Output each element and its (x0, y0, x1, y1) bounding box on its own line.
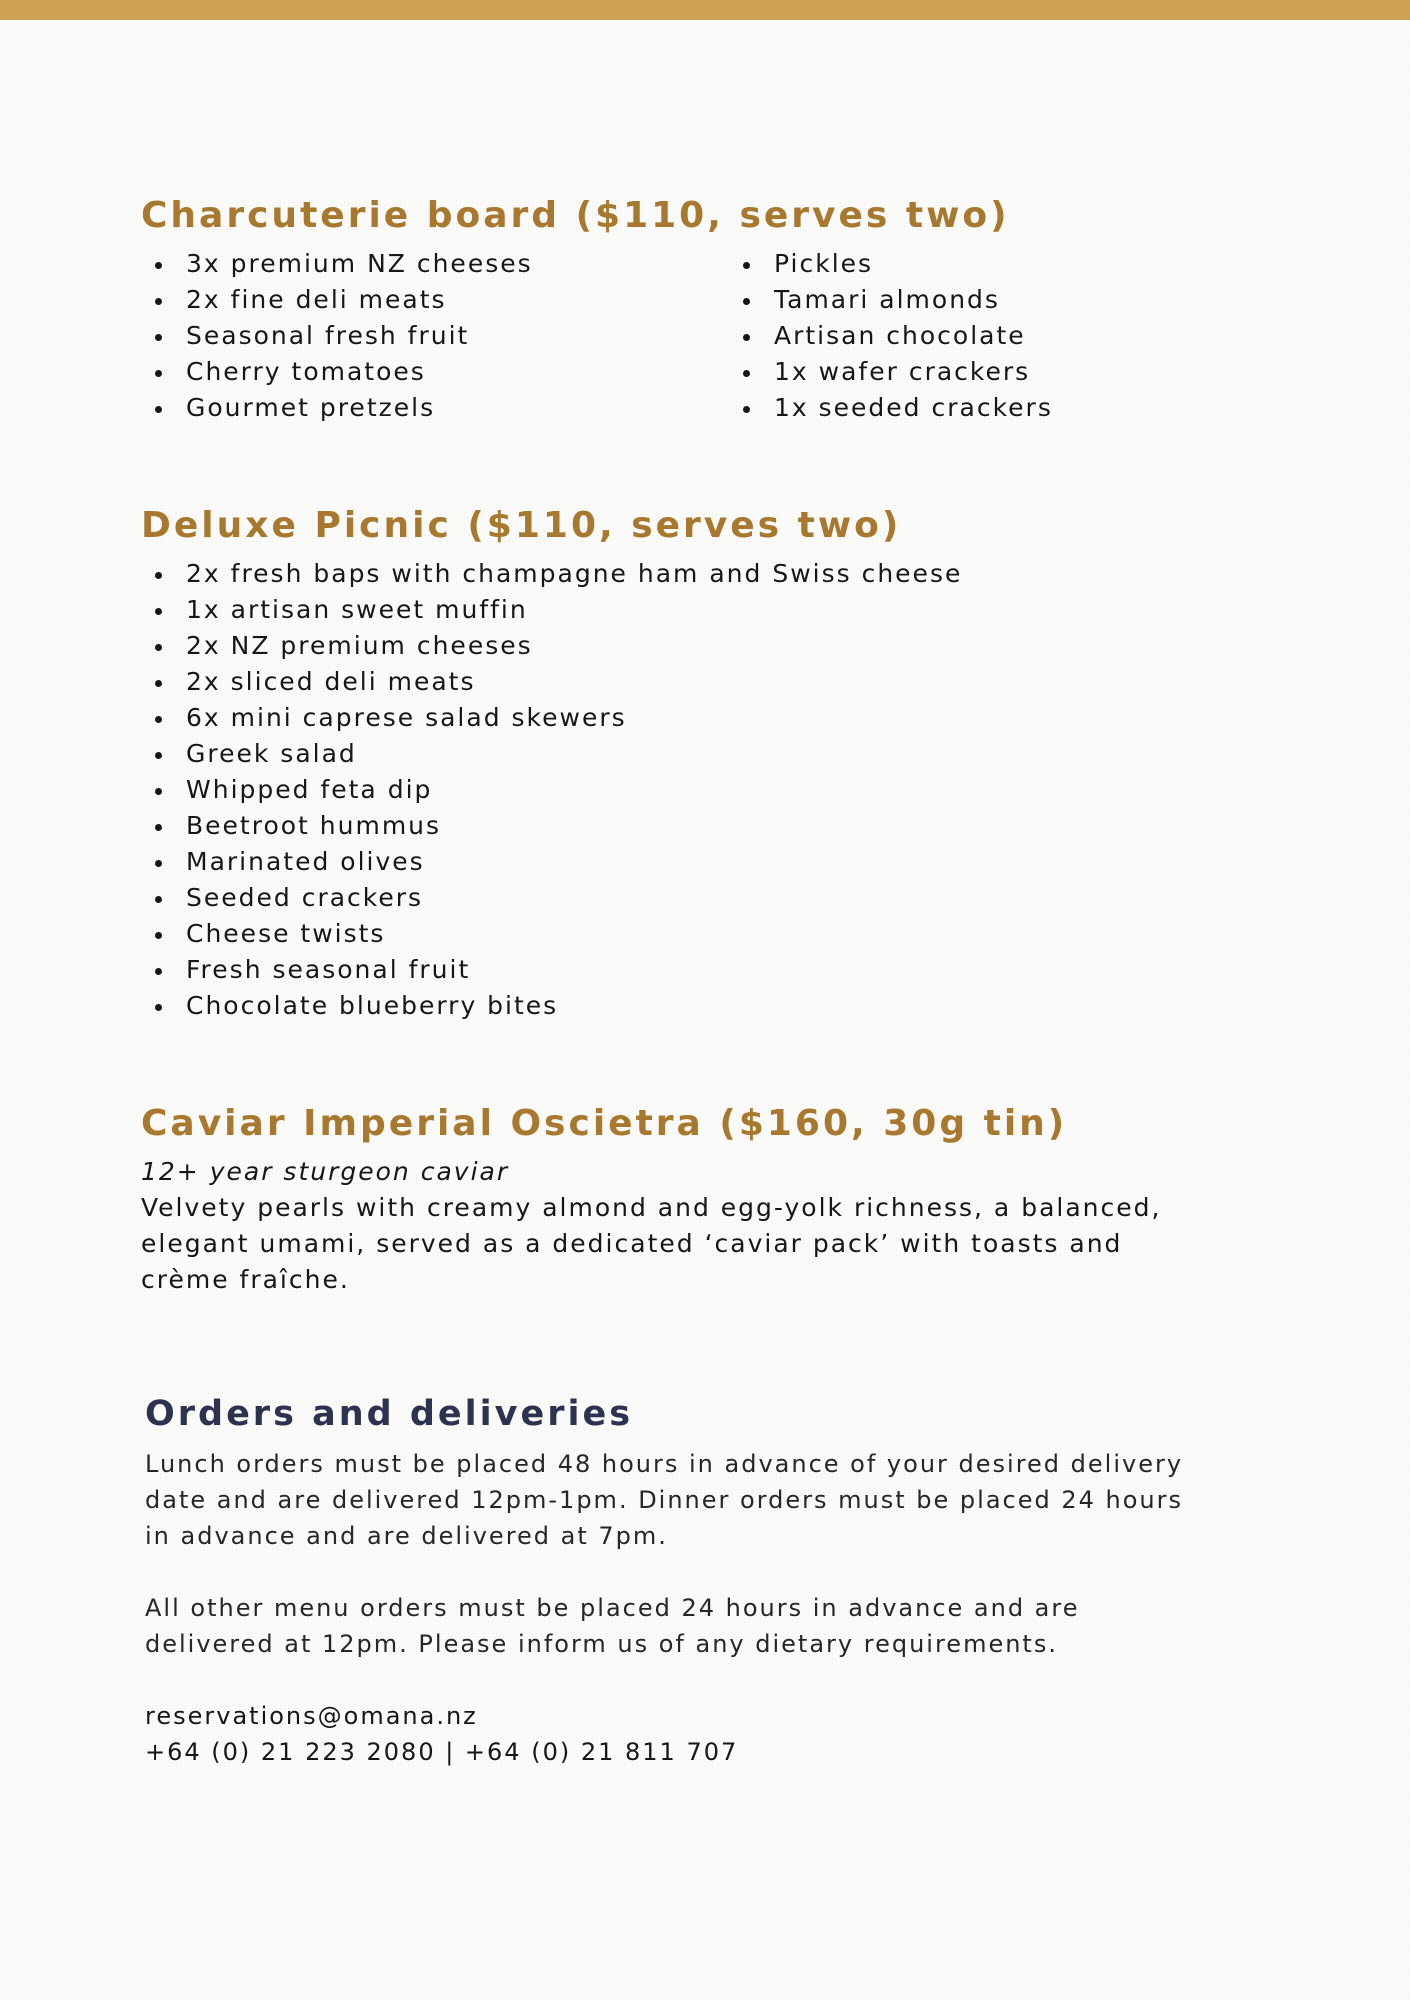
list-item: Chocolate blueberry bites (141, 988, 1201, 1024)
list-item: Fresh seasonal fruit (141, 952, 1201, 988)
contact-details (145, 1698, 1201, 1770)
orders-title: Orders and deliveries (145, 1394, 634, 1434)
list-item: Artisan chocolate (729, 318, 1201, 354)
list-item: Beetroot hummus (141, 808, 1201, 844)
list-item: Greek salad (141, 736, 1201, 772)
list-item: Cherry tomatoes (141, 354, 729, 390)
caviar-subtitle: 12+ year sturgeon caviar (141, 1157, 510, 1186)
list-item: 1x wafer crackers (729, 354, 1201, 390)
list-item: Pickles (729, 246, 1201, 282)
orders-paragraph-lunch-dinner: Lunch orders must be placed 48 hours in advance of your desired delivery date and are delivered 12pm-1pm. Dinner orders must be placed 24 hours in advance and are delivered at 7pm. (145, 1450, 1184, 1550)
list-item: Seeded crackers (141, 880, 1201, 916)
list-item: Cheese twists (141, 916, 1201, 952)
orders-section (145, 1388, 1201, 1770)
caviar-title: Caviar Imperial Oscietra ($160, 30g tin) (141, 1103, 1068, 1144)
list-item: Whipped feta dip (141, 772, 1201, 808)
orders-paragraph-other: All other menu orders must be placed 24 hours in advance and are delivered at 12pm. Please inform us of any dietary requirements. (145, 1594, 1080, 1658)
list-item: Seasonal fresh fruit (141, 318, 729, 354)
list-item: 2x fine deli meats (141, 282, 729, 318)
top-accent-bar (0, 0, 1410, 20)
list-item: 2x NZ premium cheeses (141, 628, 1201, 664)
picnic-section (141, 500, 1201, 1098)
list-item: 1x seeded crackers (729, 390, 1201, 426)
list-item: Gourmet pretzels (141, 390, 729, 426)
list-item: 2x fresh baps with champagne ham and Swiss cheese (141, 556, 1201, 592)
charcuterie-columns (141, 242, 1201, 426)
list-item: Tamari almonds (729, 282, 1201, 318)
picnic-title: Deluxe Picnic ($110, serves two) (141, 505, 902, 546)
picnic-list (141, 556, 1201, 1024)
list-item: 1x artisan sweet muffin (141, 592, 1201, 628)
charcuterie-section (141, 190, 1201, 500)
list-item: 6x mini caprese salad skewers (141, 700, 1201, 736)
menu-content (141, 190, 1201, 1770)
caviar-section (141, 1098, 1201, 1388)
charcuterie-right-list (729, 246, 1201, 426)
caviar-description: Velvety pearls with creamy almond and egg-yolk richness, a balanced, elegant umami, served as a dedicated ‘caviar pack’ with toasts and crème fraîche. (141, 1193, 1162, 1294)
list-item: 3x premium NZ cheeses (141, 246, 729, 282)
list-item: 2x sliced deli meats (141, 664, 1201, 700)
contact-email: reservations@omana.nz (145, 1702, 478, 1730)
charcuterie-title: Charcuterie board ($110, serves two) (141, 195, 1010, 236)
contact-phones: +64 (0) 21 223 2080 | +64 (0) 21 811 707 (145, 1738, 739, 1766)
list-item: Marinated olives (141, 844, 1201, 880)
charcuterie-left-list (141, 246, 729, 426)
